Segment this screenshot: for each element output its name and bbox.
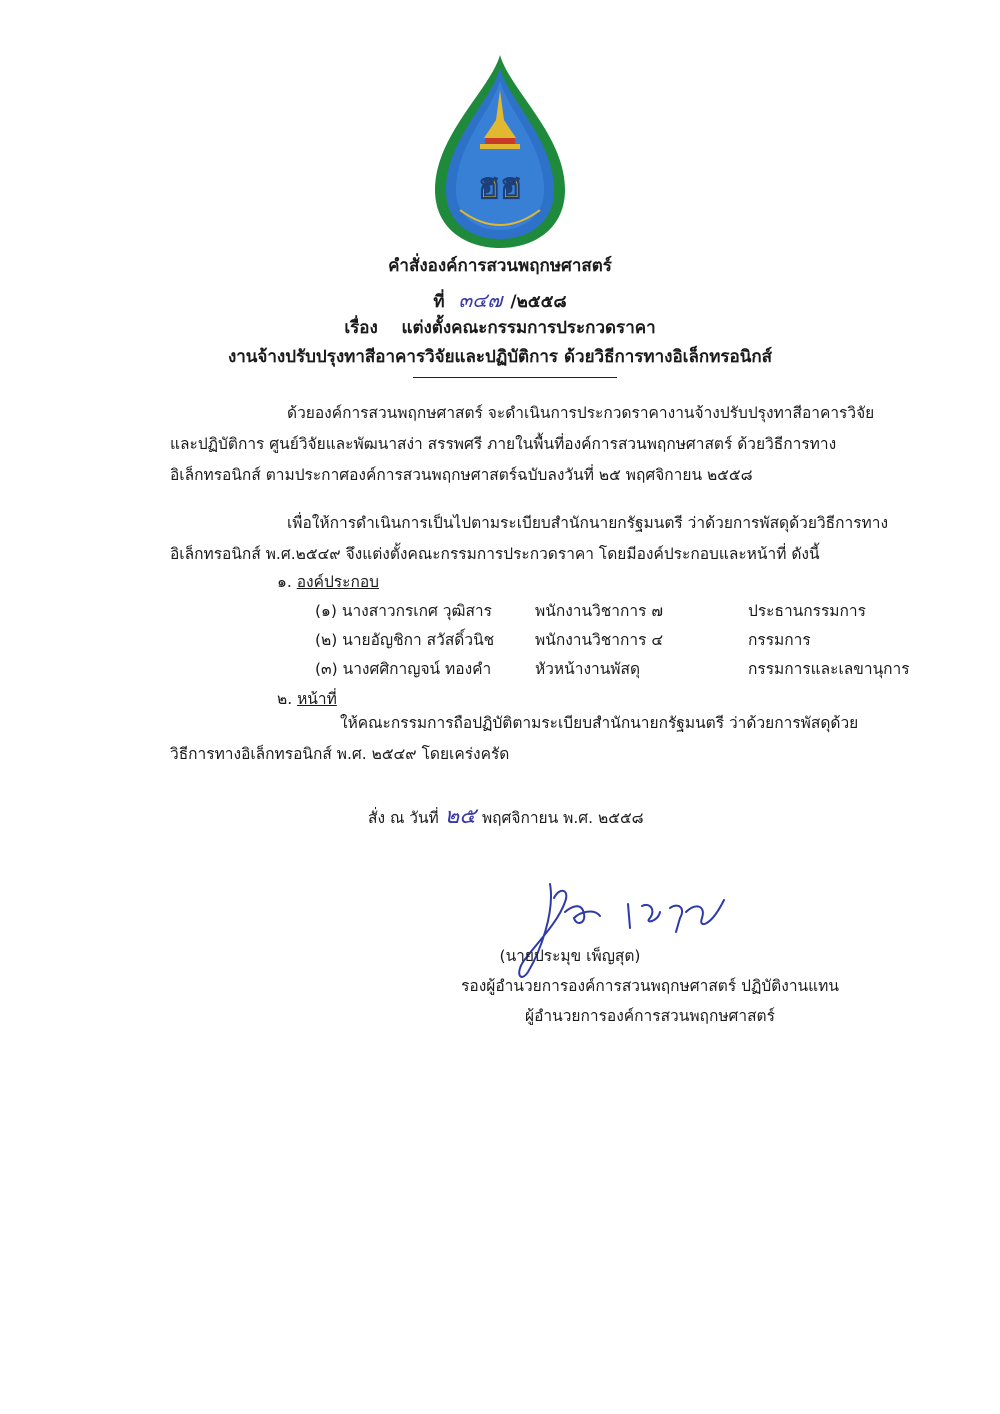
member-name: (๑) นางสาวกรเกศ วุฒิสาร [315, 602, 492, 620]
paragraph-1-line-3: อิเล็กทรอนิกส์ ตามประกาศองค์การสวนพฤกษศาสตร์ฉบับลงวันที่ ๒๕ พฤศจิกายน ๒๕๕๘ [170, 466, 753, 484]
subject-line [0, 314, 1000, 341]
member-row [0, 627, 1000, 653]
subject-label: เรื่อง [344, 318, 378, 338]
svg-text:ฮฮ: ฮฮ [478, 165, 522, 207]
duty-line-1: ให้คณะกรรมการถือปฏิบัติตามระเบียบสำนักนายกรัฐมนตรี ว่าด้วยการพัสดุด้วย [340, 714, 859, 732]
subject-line-2: งานจ้างปรับปรุงทาสีอาคารวิจัยและปฏิบัติการ ด้วยวิธีการทางอิเล็กทรอนิกส์ [227, 347, 773, 367]
title-divider [413, 377, 617, 378]
member-role: ประธานกรรมการ [748, 602, 866, 620]
order-date [368, 798, 644, 833]
subject-text: แต่งตั้งคณะกรรมการประกวดราคา [401, 318, 656, 338]
section-1-label: องค์ประกอบ [296, 573, 379, 591]
member-row [0, 656, 1000, 682]
number-prefix: ที่ [433, 292, 445, 312]
section-1-number: ๑. [277, 573, 292, 591]
member-name: (๒) นายอัญชิกา สวัสดิ์วนิช [315, 631, 495, 649]
duty-line-2: วิธีการทางอิเล็กทรอนิกส์ พ.ศ. ๒๕๔๙ โดยเคร่งครัด [170, 745, 510, 763]
organization-logo [430, 50, 570, 250]
signer-title-line-1: รองผู้อำนวยการองค์การสวนพฤกษศาสตร์ ปฏิบัติงานแทน [461, 977, 839, 995]
member-role: กรรมการและเลขานุการ [748, 660, 910, 678]
member-role: กรรมการ [748, 631, 811, 649]
section-2-number: ๒. [277, 690, 293, 708]
paragraph-1-line-1: ด้วยองค์การสวนพฤกษศาสตร์ จะดำเนินการประกวดราคางานจ้างปรับปรุงทาสีอาคารวิจัย [287, 404, 875, 422]
document-title: คำสั่งองค์การสวนพฤกษศาสตร์ [388, 256, 612, 276]
number-handwritten: ๓๔๗ [458, 288, 503, 312]
signer-name: (นายประมุข เพ็ญสุต) [499, 947, 641, 965]
section-2-label: หน้าที่ [297, 690, 337, 708]
member-name: (๓) นางศศิกาญจน์ ทองคำ [315, 660, 492, 678]
paragraph-1 [170, 398, 905, 491]
date-day-handwritten: ๒๕ [444, 804, 476, 829]
member-position: พนักงานวิชาการ ๔ [535, 631, 664, 649]
date-suffix: พฤศจิกายน พ.ศ. ๒๕๕๘ [481, 809, 644, 827]
date-prefix: สั่ง ณ วันที่ [368, 809, 439, 827]
duty-paragraph [170, 708, 905, 770]
member-position: หัวหน้างานพัสดุ [535, 660, 641, 678]
document-number [0, 284, 1000, 316]
paragraph-2 [170, 508, 905, 570]
section-composition-heading [277, 569, 379, 594]
paragraph-2-line-2: อิเล็กทรอนิกส์ พ.ศ.๒๕๔๙ จึงแต่งตั้งคณะกรรมการประกวดราคา โดยมีองค์ประกอบและหน้าที่ ดังนี้ [170, 545, 820, 563]
number-suffix: /๒๕๕๘ [510, 292, 567, 312]
signer-title-line-2: ผู้อำนวยการองค์การสวนพฤกษศาสตร์ [525, 1007, 775, 1025]
paragraph-1-line-2: และปฏิบัติการ ศูนย์วิจัยและพัฒนาสง่า สรรพศรี ภายในพื้นที่องค์การสวนพฤกษศาสตร์ ด้วยวิธีการทาง [170, 435, 837, 453]
member-row [0, 598, 1000, 624]
paragraph-2-line-1: เพื่อให้การดำเนินการเป็นไปตามระเบียบสำนักนายกรัฐมนตรี ว่าด้วยการพัสดุด้วยวิธีการทาง [287, 514, 889, 532]
member-position: พนักงานวิชาการ ๗ [535, 602, 663, 620]
